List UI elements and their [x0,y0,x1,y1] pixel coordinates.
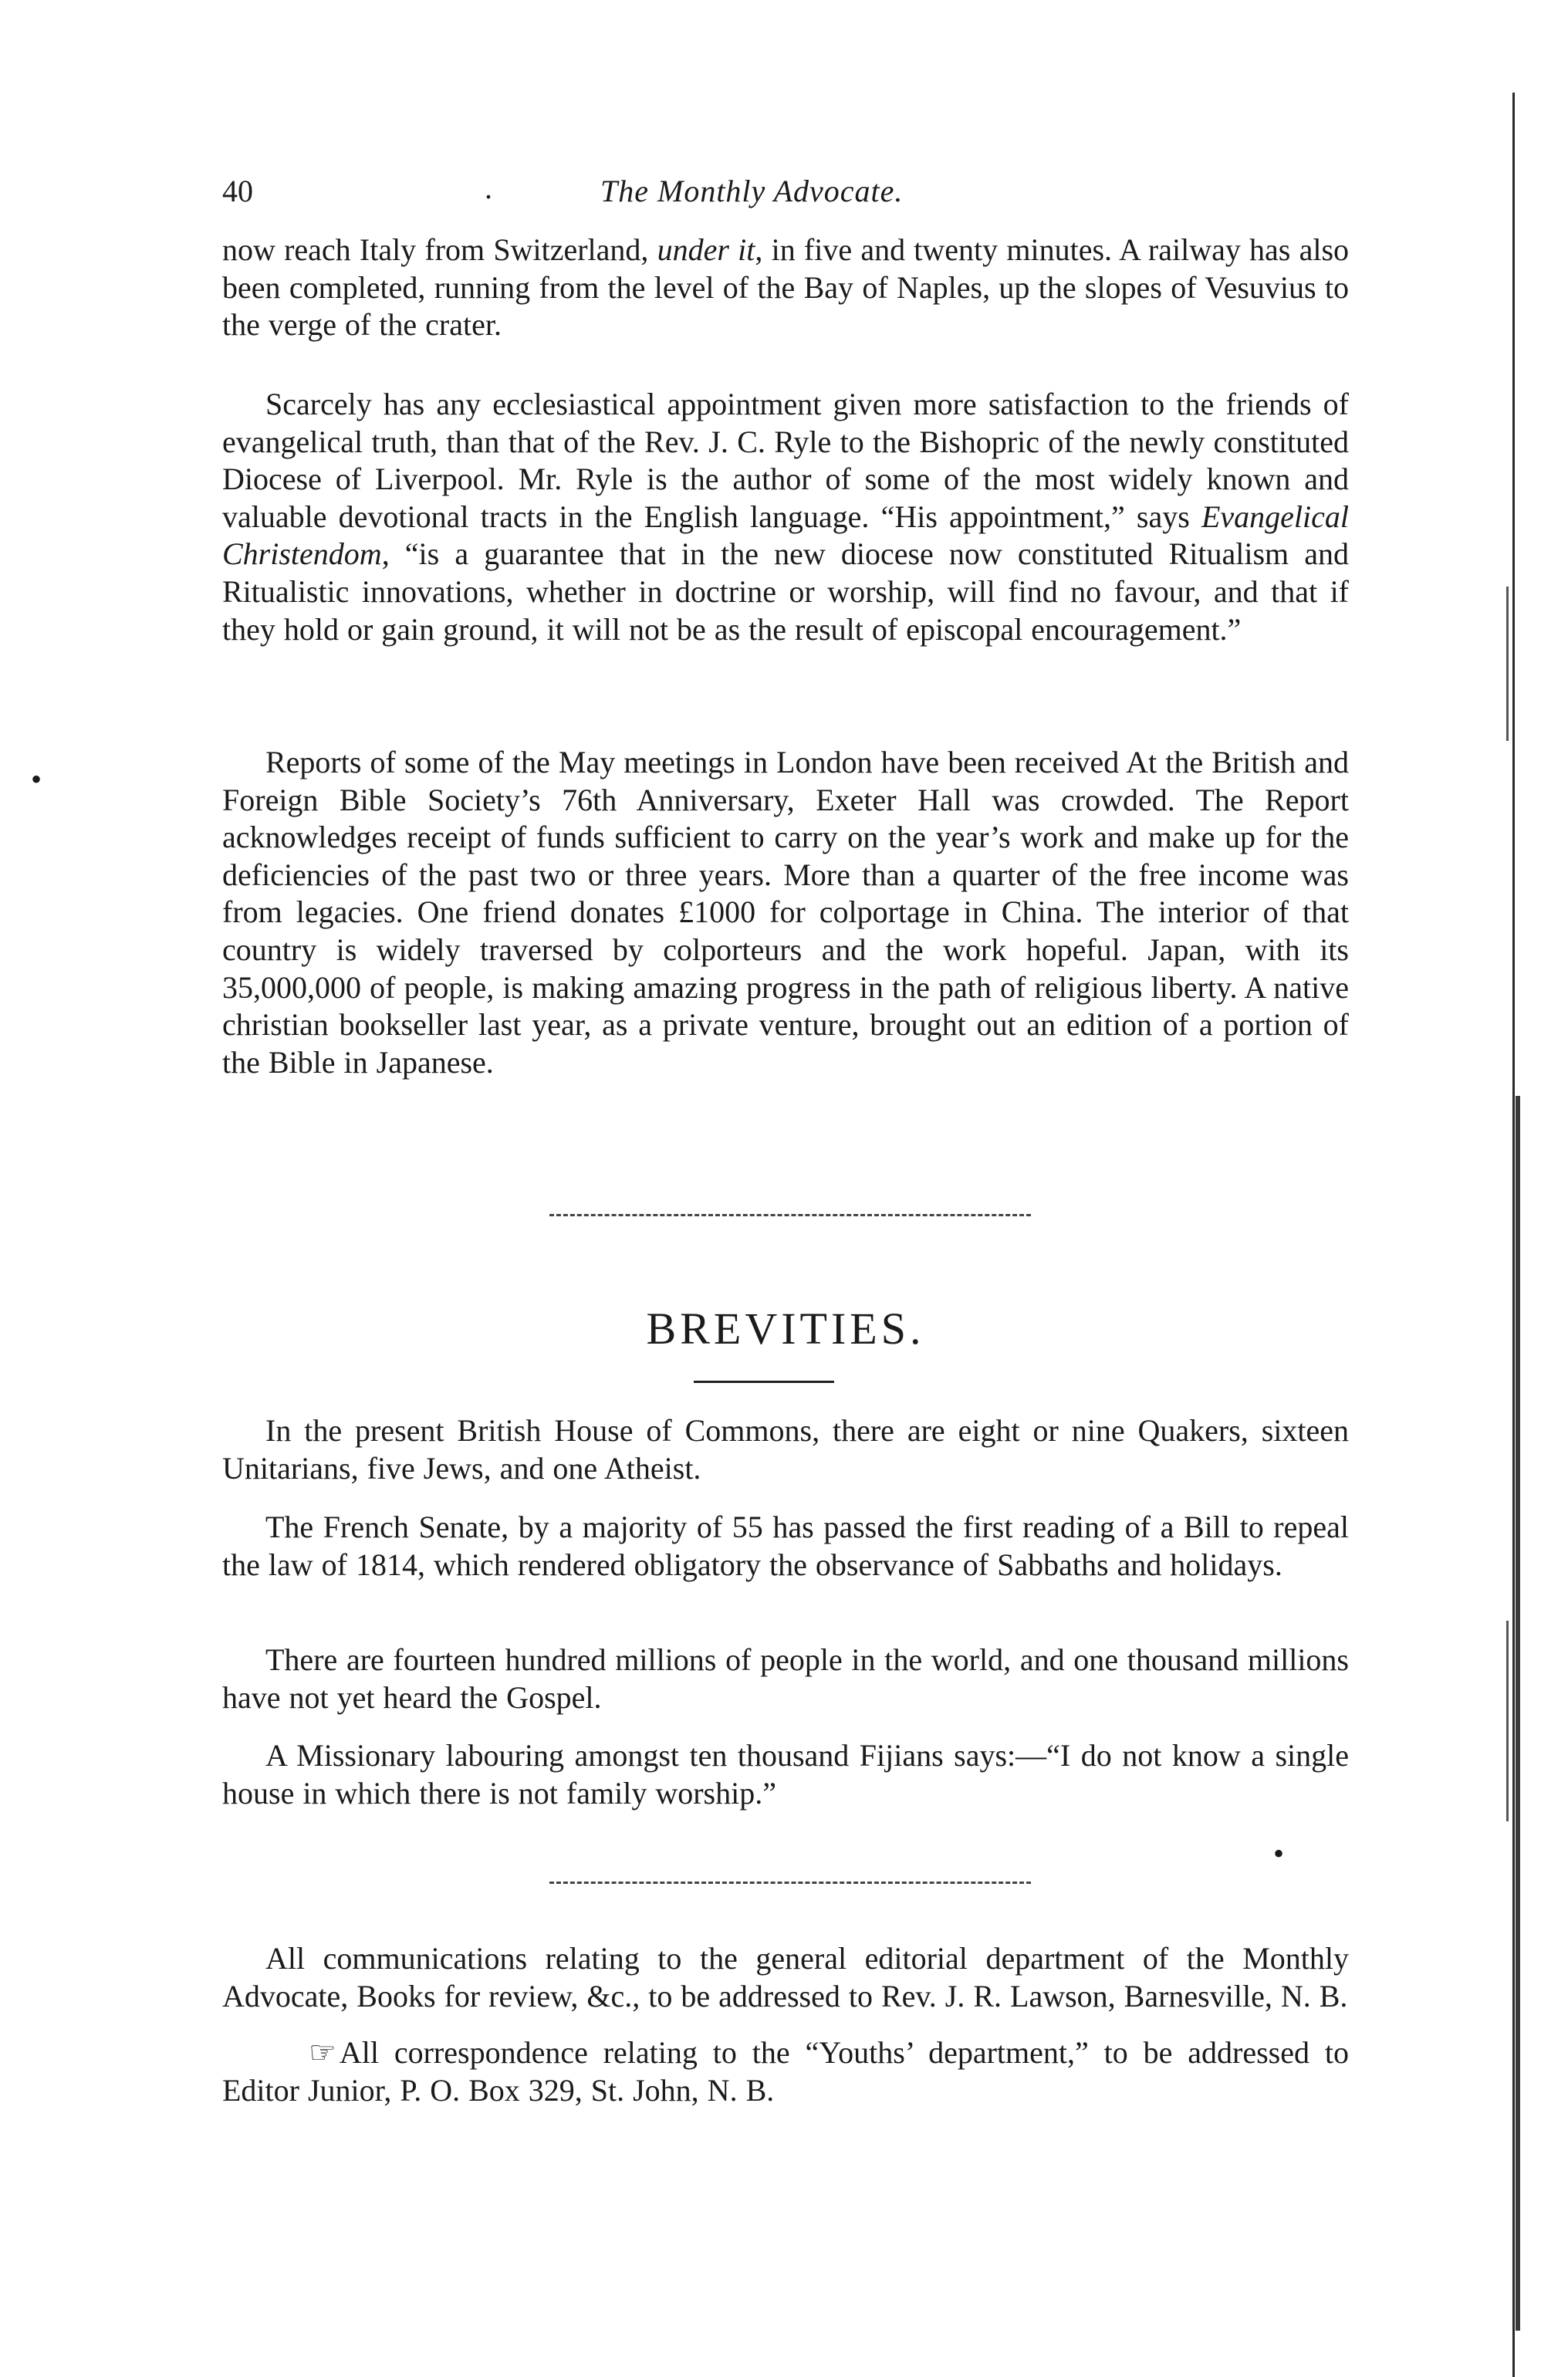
italic-phrase: under it [657,232,755,267]
brevity-item: A Missionary labouring amongst ten thousand Fijians says:—“I do not know a single house in which there is not family worship.” [222,1738,1349,1811]
paragraph-italy-railway [222,232,1349,344]
section-heading: BREVITIES. [646,1303,925,1354]
paragraph-ryle-appointment [222,386,1349,648]
italic-publication: Evangelical Christendom [222,499,1349,572]
page-number: 40 [222,174,253,208]
binding-mark [1506,587,1509,741]
binding-mark [1506,1621,1509,1821]
section-divider [549,1882,1031,1884]
paragraph-may-meetings: Reports of some of the May meetings in London have been received At the British and Foreign Bible Society’s 76th Anniversary, Exeter Hall was crowded. The Report acknowledges receipt of funds sufficient to carry on the year’s work and make up for the deficiencies of the past two or three years. More than a quarter of the free income was from legacies. One friend donates £1000 for colportage in China. The interior of that country is widely traversed by colporteurs and the work hopeful. Japan, with its 35,000,000 of people, is making amazing progress in the path of religious liberty. A native christian bookseller last year, as a private venture, brought out an edition of a portion of the Bible in Japanese. [222,745,1349,1080]
page-header [222,173,1349,219]
paragraph-text: now reach Italy from Switzerland, [222,232,657,267]
binding-edge-shadow [1505,93,1528,2377]
editorial-notice: All communications relating to the general editorial department of the Monthly Advocate, Books for review, &c., to be addressed to Rev. J. R. Lawson, Barnesville, N. B. [222,1941,1349,2014]
brevity-item: The French Senate, by a majority of 55 has passed the first reading of a Bill to repeal the law of 1814, which rendered obligatory the observance of Sabbaths and holidays. [222,1510,1349,1582]
brevity-item: There are fourteen hundred millions of people in the world, and one thousand millions have not yet heard the Gospel. [222,1642,1349,1715]
notice-text: All correspondence relating to the “Youths’ department,” to be addressed to Editor Junior, P. O. Box 329, St. John, N. B. [222,2035,1349,2108]
pointing-hand-icon: ☞ [309,2035,336,2070]
margin-dot: • [1273,1836,1285,1871]
running-title: The Monthly Advocate. [600,174,904,208]
youths-notice [222,2034,1349,2109]
brevity-item: In the present British House of Commons, there are eight or nine Quakers, sixteen Unitarians, five Jews, and one Atheist. [222,1413,1349,1486]
binding-line [1512,93,1515,2377]
section-divider [549,1214,1031,1216]
header-dot: . [485,171,492,205]
paragraph-text: , in five and twenty minutes. A railway has also been completed, running from the level of the Bay of Naples, up the slopes of Vesuvius to the verge of the crater. [222,232,1350,343]
paragraph-text: Scarcely has any ecclesiastical appointment given more satisfaction to the friends of evangelical truth, than that of the Rev. J. C. Ryle to the Bishopric of the newly constituted Diocese of Liverpool. Mr. Ryle is the author of some of the most widely known and valuable devotional tracts in the English language. “His appointment,” says [222,387,1349,534]
margin-dot: • [31,762,42,796]
binding-shadow [1516,1096,1520,2331]
paragraph-text: , “is a guarantee that in the new diocese now constituted Ritualism and Ritualistic innovations, whether in doctrine or worship, will find no favour, and that if they hold or gain ground, it will not be as the result of episcopal encouragement.” [222,536,1349,647]
heading-underline [694,1381,834,1383]
